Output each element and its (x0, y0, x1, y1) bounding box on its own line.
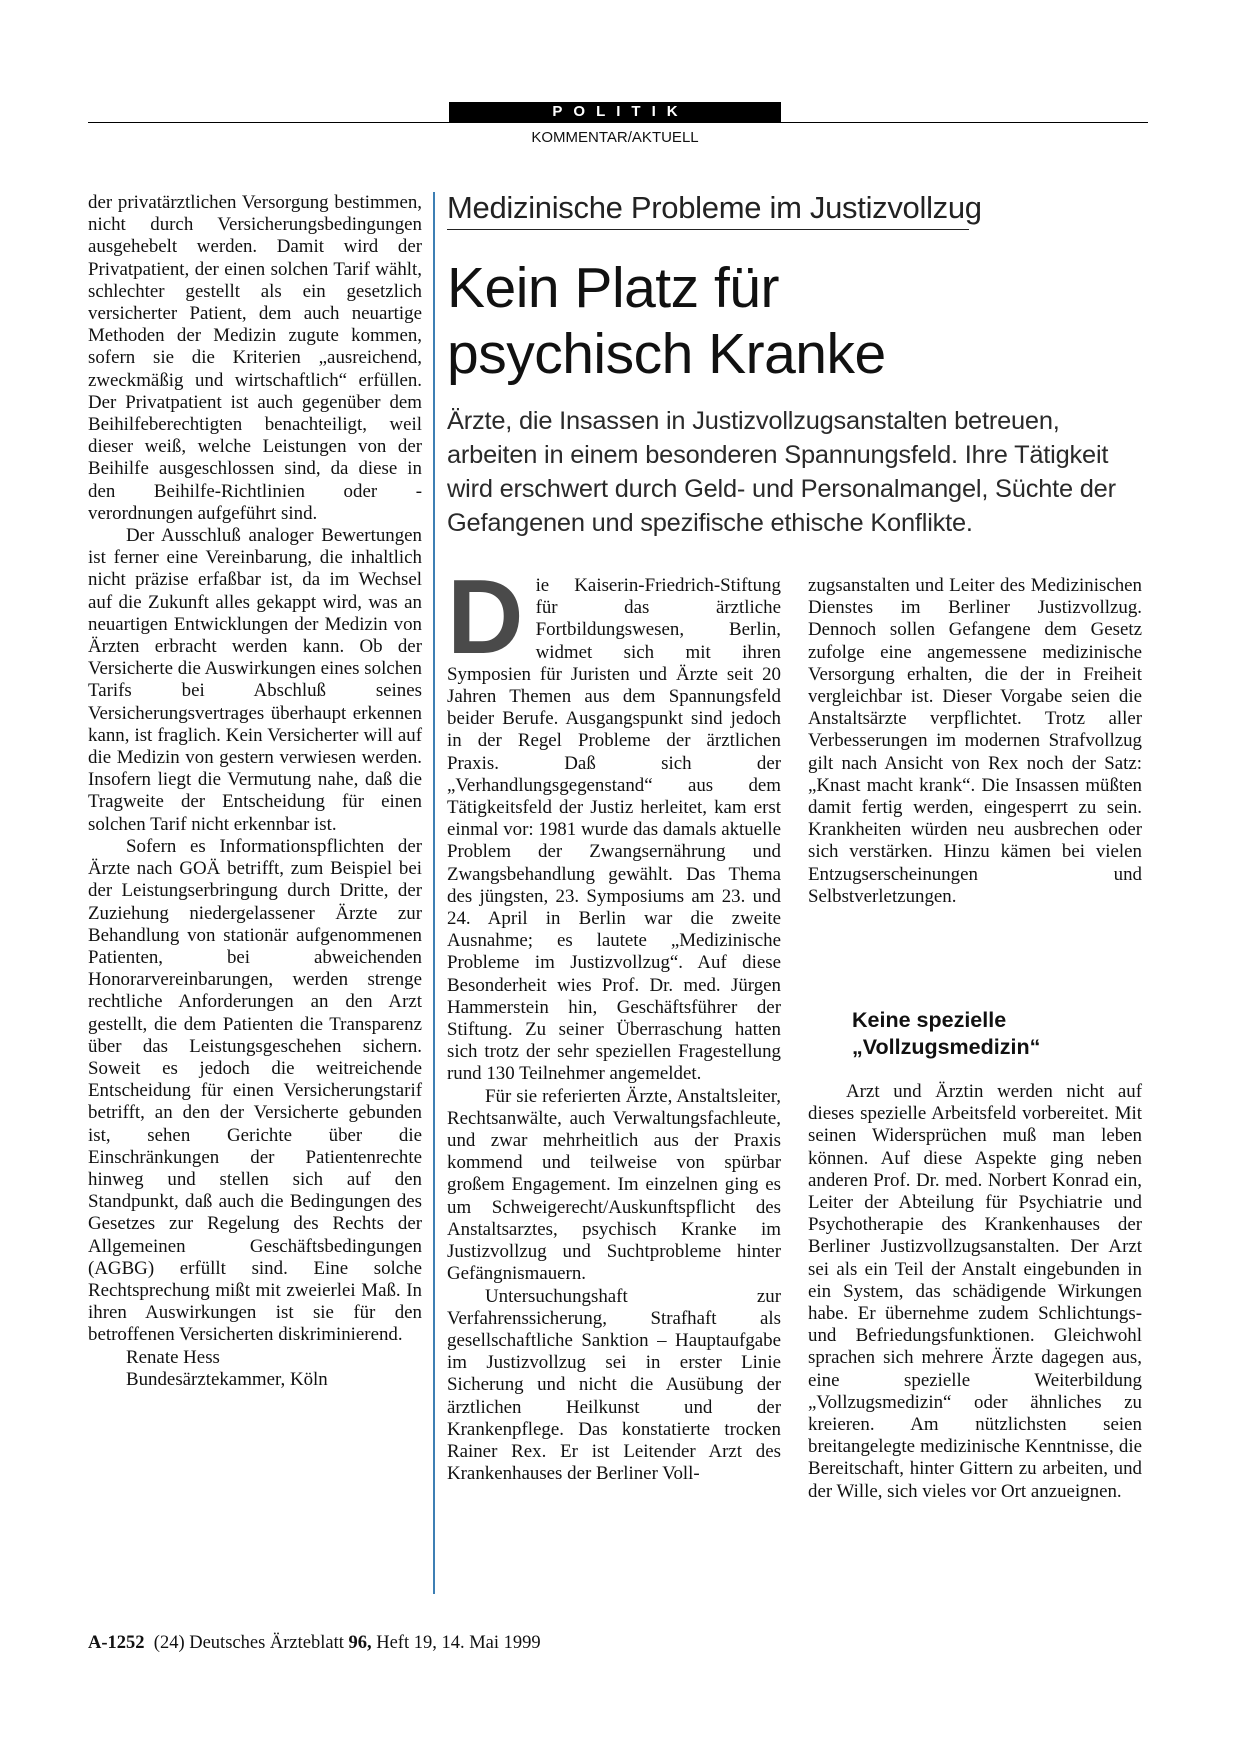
article-paragraph-1 (447, 558, 781, 1086)
author-affiliation: Bundesärztekammer, Köln (126, 1368, 328, 1390)
kicker-underline (447, 229, 969, 230)
left-paragraph-3: Sofern es Informationspflichten der Ärzte nach GOÄ betrifft, zum Beispiel bei der Leistungserbringung durch Dritte, der Zuziehung niedergelassener Ärzte zur Behandlung von stationär aufgenommenen Patienten, bei abweichenden Honorarvereinbarungen, werden strenge rechtliche Anforderungen an den Arzt gestellt, die dem Patienten die Transparenz über das Leistungsgeschehen sichern. Soweit es jedoch die weitreichende Entscheidung für einen Versicherungstarif betrifft, an den der Versicherte gebunden ist, sehen Gerichte über die Einschränkungen der Patientenrechte hinweg und stellen sich auf den Standpunkt, daß auch die Bedingungen des Gesetzes zur Regelung des Rechts der Allgemeinen Geschäftsbedingungen (AGBG) erfüllt sind. Eine solche Rechtsprechung mißt mit zweierlei Maß. In ihren Auswirkungen ist sie für den betroffenen Versicherten diskriminierend. (88, 835, 422, 1346)
header-rule (88, 122, 1148, 123)
journal-issue: Heft 19, 14. Mai 1999 (376, 1633, 541, 1653)
article-column-3-top (808, 575, 1142, 908)
subheading-line-2: „Vollzugsmedizin“ (852, 1035, 1041, 1059)
page-footer (88, 1631, 541, 1655)
journal-volume: 96, (348, 1633, 372, 1653)
article-paragraph-1-text: ie Kaiserin-Friedrich-Stiftung für das ärztliche Fortbildungswesen, Berlin, widmet sich mit ihren Symposien für Juristen und Ärzte seit 20 Jahren Themen aus dem Spannungsfeld beider Berufe. Ausgangspunkt sind jedoch in der Regel Probleme der ärztlichen Praxis. Daß sich der „Verhandlungsgegenstand“ aus dem Tätigkeitsfeld der Justiz herleitet, kam erst einmal vor: 1981 wurde das damals aktuelle Problem der Zwangsernährung und Zwangsbehandlung gewählt. Das Thema des jüngsten, 23. Symposiums am 23. und 24. April in Berlin war die zweite Ausnahme; es lautete „Medizinische Probleme im Justizvollzug“. Auf diese Besonderheit wies Prof. Dr. med. Jürgen Hammerstein hin, Geschäftsführer der Stiftung. Zu seiner Überraschung hatten sich trotz der sehr speziellen Fragestellung rund 130 Teilnehmer angemeldet. (447, 575, 781, 1085)
left-paragraph-2: Der Ausschluß analoger Bewertungen ist ferner eine Vereinbarung, die inhaltlich nicht präzise erfaßbar ist, da im Wechsel auf die Zukunft alles gekappt wird, was an neuartigen Entwicklungen der Medizin von Ärzten erbracht werden kann. Ob der Versicherte die Auswirkungen eines solchen Tarifs bei Abschluß seines Versicherungsvertrages überhaupt erkennen kann, ist fraglich. Kein Versicherter will auf die Medizin von gestern verwiesen werden. Insofern liegt die Vermutung nahe, daß die Tragweite der Entscheidung für einen solchen Tarif nicht erkennbar ist. (88, 525, 422, 835)
drop-cap: D (447, 558, 524, 676)
article-subheading (852, 1007, 1152, 1061)
article-paragraph-4: zugsanstalten und Leiter des Medizinischen Dienstes im Berliner Justizvollzug. Dennoch sollen Gefangene dem Gesetz zufolge eine angemessene medizinische Versorgung erhalten, die der in Freiheit vergleichbar ist. Dieser Vorgabe seien die Anstaltsärzte verpflichtet. Trotz aller Verbesserungen im modernen Strafvollzug gilt nach Ansicht von Rex noch der Satz: „Knast macht krank“. Die Insassen müßten damit fertig werden, eingesperrt zu sein. Krankheiten würden neu ausbrechen oder sich verstärken. Hinzu kämen bei vielen Entzugserscheinungen und Selbstverletzungen. (808, 575, 1142, 907)
page-number-alt: (24) (153, 1633, 185, 1653)
article-column-2 (447, 558, 781, 1485)
subheading-line-1: Keine spezielle (852, 1008, 1007, 1032)
article-paragraph-2: Für sie referierten Ärzte, Anstaltsleiter, Rechtsanwälte, auch Verwaltungsfachleute, und zwar mehrheitlich aus der Praxis kommend und teilweise von spürbar großem Engagement. Im einzelnen ging es um Schweigerecht/Auskunftspflicht des Anstaltsarztes, psychisch Kranke im Justizvollzug und Suchtprobleme hinter Gefängnismauern. (447, 1085, 781, 1285)
left-column (88, 192, 422, 1391)
article-lead: Ärzte, die Insassen in Justizvollzugsanstalten betreuen, arbeiten in einem besonderen Spannungsfeld. Ihre Tätigkeit wird erschwert durch Geld- und Personalmangel, Süchte der Gefangenen und spezifische ethische Konflikte. (447, 407, 1116, 537)
article-column-3-bottom (808, 1081, 1142, 1503)
page-number: A-1252 (88, 1633, 145, 1653)
journal-name: Deutsches Ärzteblatt (189, 1633, 344, 1653)
article-paragraph-3: Untersuchungshaft zur Verfahrenssicherung, Strafhaft als gesellschaftliche Sanktion – Hauptaufgabe im Justizvollzug sei in erster Linie Sicherung und nicht die Ausübung der ärztlichen Heilkunst und der Krankenpflege. Das konstatierte trocken Rainer Rex. Er ist Leitender Arzt des Krankenhauses der Berliner Voll- (447, 1285, 781, 1485)
article-kicker: Medizinische Probleme im Justizvollzug (447, 190, 982, 225)
column-divider (433, 192, 435, 1594)
left-paragraph-1: der privatärztlichen Versorgung bestimmen, nicht durch Versicherungsbedingungen ausgehebelt werden. Damit wird der Privatpatient, der einen solchen Tarif wählt, schlechter gestellt als ein gesetzlich versicherter Patient, dem auch neuartige Methoden der Medizin zugute kommen, sofern sie die Kriterien „ausreichend, zweckmäßig und wirtschaftlich“ erfüllen. Der Privatpatient ist auch gegenüber dem Beihilfeberechtigten benachteiligt, weil dieser weiß, welche Leistungen von der Beihilfe ausgeschlossen sind, da diese in den Beihilfe-Richtlinien oder -verordnungen aufgeführt sind. (88, 192, 422, 524)
article-paragraph-5: Arzt und Ärztin werden nicht auf dieses spezielle Arbeitsfeld vorbereitet. Mit seinen Widersprüchen muß man leben können. Auf diese Aspekte ging neben anderen Prof. Dr. med. Norbert Konrad ein, Leiter der Abteilung für Psychiatrie und Psychotherapie des Krankenhauses der Berliner Justizvollzugsanstalten. Der Arzt sei als ein Teil der Anstalt eingebunden in ein System, das schädigende Wirkungen habe. Er übernehme zudem Schlichtungs- und Befriedungsfunktionen. Gleichwohl sprachen sich mehrere Ärzte dagegen aus, eine spezielle Weiterbildung „Vollzugsmedizin“ oder ähnliches zu kreieren. Am nützlichsten seien breitangelegte medizinische Kenntnisse, die Bereitschaft, hinter Gittern zu arbeiten, und der Wille, sich vieles vor Ort anzueignen. (808, 1081, 1142, 1502)
section-label: POLITIK (449, 102, 781, 122)
headline-line-2: psychisch Kranke (447, 322, 886, 386)
headline-line-1: Kein Platz für (447, 256, 779, 320)
article-headline (447, 255, 1147, 387)
subsection-label: KOMMENTAR/AKTUELL (531, 129, 699, 146)
author-name: Renate Hess (126, 1346, 220, 1368)
